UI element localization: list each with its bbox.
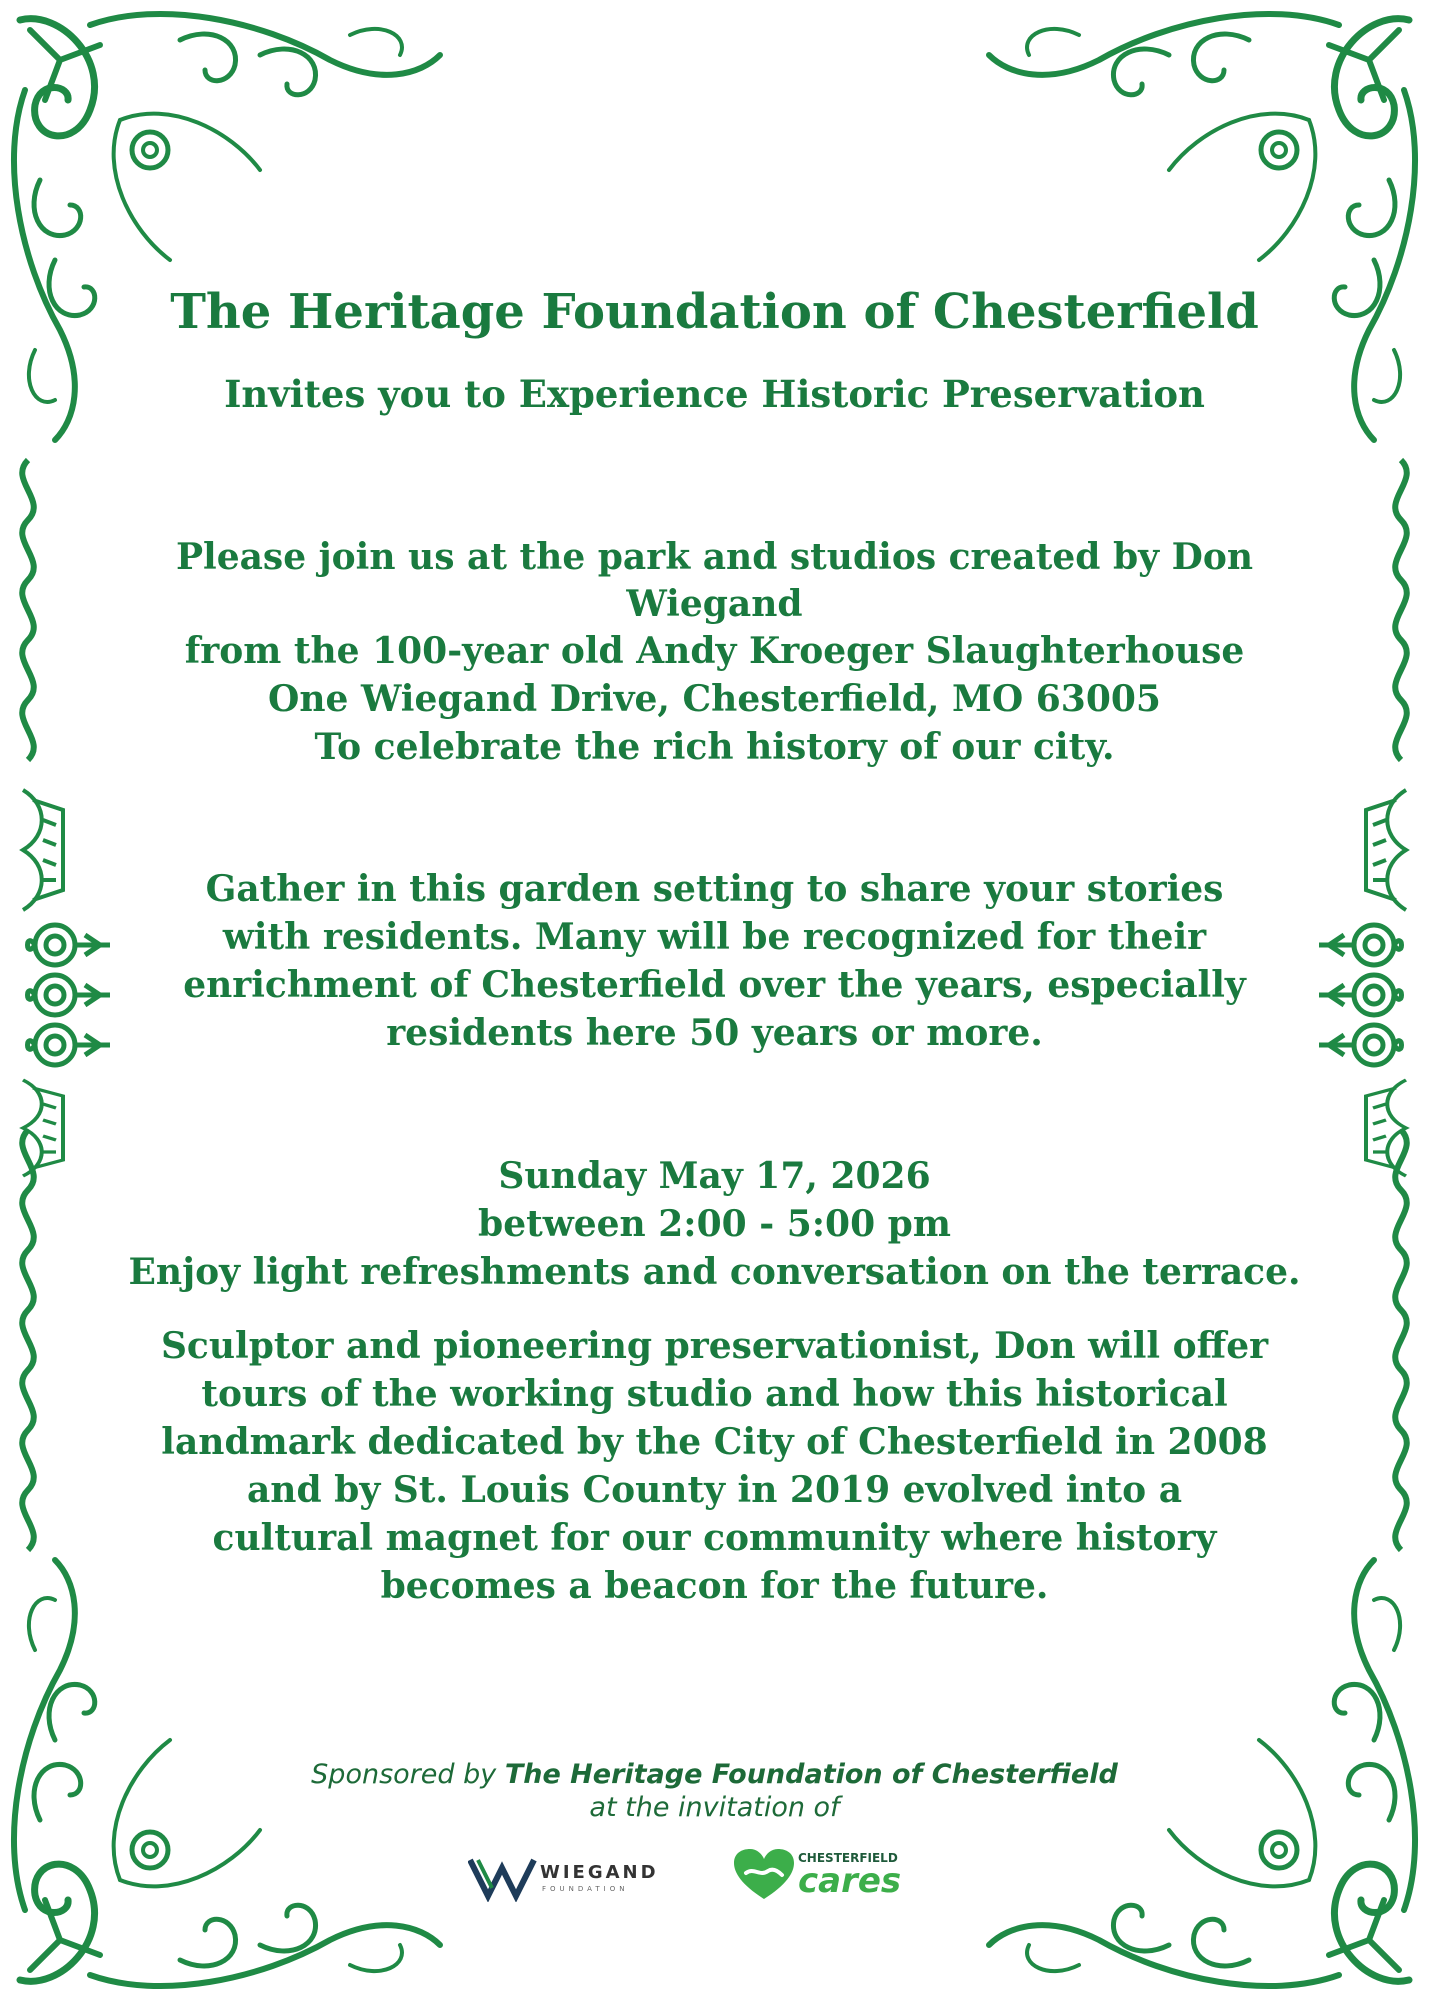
sponsor-line bbox=[110, 1759, 1319, 1790]
page-title: The Heritage Foundation of Chesterfield bbox=[170, 284, 1259, 340]
event-note: Enjoy light refreshments and conversation on the terrace. bbox=[128, 1251, 1301, 1293]
wiegand-logo bbox=[468, 1852, 688, 1902]
paragraph2-line: with residents. Many will be recognized for their bbox=[222, 916, 1207, 958]
paragraph1-line: from the 100-year old Andy Kroeger Slaughterhouse bbox=[184, 630, 1245, 672]
paragraph3-line: landmark dedicated by the City of Chesterfield in 2008 bbox=[161, 1421, 1268, 1463]
chesterfield-cares-logo bbox=[732, 1845, 932, 1907]
cares-word: cares bbox=[798, 1861, 902, 1901]
sponsor-prefix: Sponsored by bbox=[311, 1759, 497, 1790]
paragraph3-line: tours of the working studio and how this historical bbox=[201, 1373, 1228, 1415]
paragraph2-line: residents here 50 years or more. bbox=[386, 1012, 1043, 1054]
paragraph1-line: To celebrate the rich history of our city. bbox=[314, 726, 1115, 768]
paragraph2-line: Gather in this garden setting to share your stories bbox=[205, 868, 1224, 910]
paragraph3-line: Sculptor and pioneering preservationist, Don will offer bbox=[160, 1325, 1269, 1367]
wiegand-w-icon bbox=[468, 1852, 538, 1902]
paragraph1-line: One Wiegand Drive, Chesterfield, MO 63005 bbox=[268, 678, 1161, 720]
wiegand-sub: FOUNDATION bbox=[542, 1885, 629, 1893]
paragraph1-line: Wiegand bbox=[626, 583, 803, 625]
paragraph1-line: Please join us at the park and studios created by Don bbox=[175, 536, 1254, 578]
wiegand-name: WIEGAND bbox=[540, 1862, 659, 1883]
event-date: Sunday May 17, 2026 bbox=[498, 1155, 931, 1197]
cares-top: CHESTERFIELD bbox=[798, 1851, 898, 1865]
paragraph3-line: cultural magnet for our community where history bbox=[212, 1517, 1217, 1559]
sponsor-name: The Heritage Foundation of Chesterfield bbox=[504, 1759, 1118, 1790]
handshake-heart-icon bbox=[732, 1847, 796, 1903]
invitation-line: at the invitation of bbox=[589, 1792, 840, 1823]
paragraph2-line: enrichment of Chesterfield over the years, especially bbox=[183, 964, 1246, 1006]
paragraph3-line: and by St. Louis County in 2019 evolved into a bbox=[246, 1469, 1183, 1511]
page-subtitle: Invites you to Experience Historic Preservation bbox=[224, 372, 1205, 416]
paragraph3-line: becomes a beacon for the future. bbox=[380, 1565, 1049, 1607]
event-time: between 2:00 - 5:00 pm bbox=[478, 1203, 951, 1245]
